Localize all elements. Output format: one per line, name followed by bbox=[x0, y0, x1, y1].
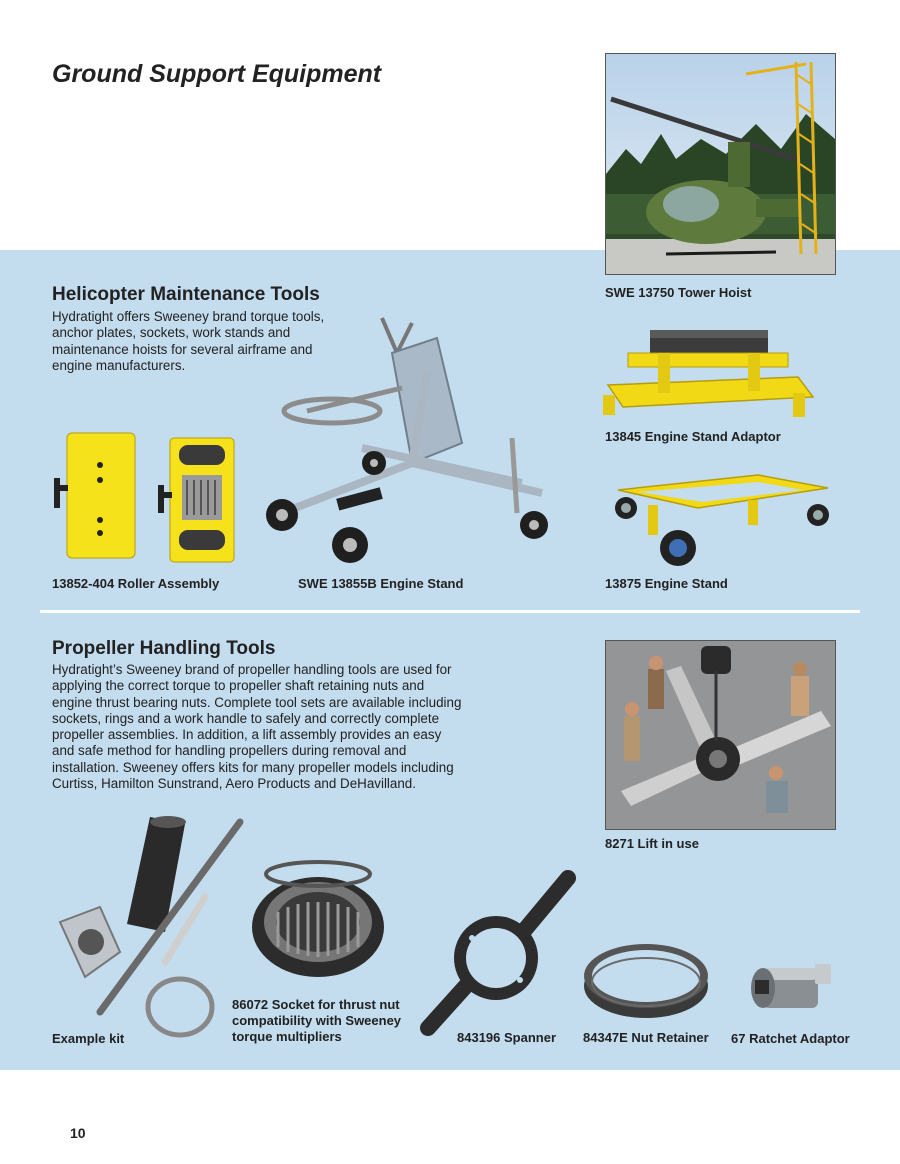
caption-ratchet-adaptor: 67 Ratchet Adaptor bbox=[731, 1031, 850, 1046]
tower-hoist-photo bbox=[605, 53, 836, 275]
caption-spanner: 843196 Spanner bbox=[457, 1030, 557, 1045]
nut-retainer-image bbox=[582, 936, 710, 1022]
caption-socket: 86072 Socket for thrust nut compatibility with Sweeney torque multipliers bbox=[232, 997, 402, 1044]
helicopter-body-text: Hydratight offers Sweeney brand torque tools, anchor plates, sockets, work stands and maintenance hoists for several airframe and engine manufacturers. bbox=[52, 309, 325, 373]
propeller-heading: Propeller Handling Tools bbox=[52, 638, 276, 659]
caption-engine-stand-13855b: SWE 13855B Engine Stand bbox=[298, 576, 464, 591]
socket-image bbox=[248, 852, 388, 982]
caption-roller-assembly: 13852-404 Roller Assembly bbox=[52, 576, 220, 591]
roller-assembly-image bbox=[52, 430, 237, 565]
caption-tower-hoist: SWE 13750 Tower Hoist bbox=[605, 285, 752, 300]
caption-nut-retainer: 84347E Nut Retainer bbox=[583, 1030, 709, 1045]
caption-example-kit: Example kit bbox=[52, 1031, 125, 1046]
caption-engine-stand: 13875 Engine Stand bbox=[605, 576, 728, 591]
section-divider bbox=[40, 610, 860, 613]
caption-lift-in-use: 8271 Lift in use bbox=[605, 836, 699, 851]
example-kit-image bbox=[55, 812, 250, 1044]
helicopter-heading: Helicopter Maintenance Tools bbox=[52, 284, 320, 305]
engine-stand-13875-image bbox=[608, 460, 833, 570]
page-number: 10 bbox=[70, 1125, 86, 1141]
lift-in-use-photo bbox=[605, 640, 836, 830]
engine-stand-13855b-image bbox=[262, 313, 557, 571]
propeller-body-text: Hydratight’s Sweeney brand of propeller handling tools are used for applying the correct torque to propeller shaft retaining nuts and engine thrust bearing nuts. Complete tool sets are available including sockets, rings and a work handle to safely and correctly complete propeller assemblies. In addition, a lift assembly provides an easy and safe method for handling propellers during removal and installation. Sweeney offers kits for many propeller models including Curtiss, Hamilton Sunstrand, Aero Products and DeHavilland. bbox=[52, 662, 462, 792]
spanner-image bbox=[418, 868, 578, 1038]
ratchet-adaptor-image bbox=[745, 956, 835, 1022]
engine-stand-adaptor-image bbox=[598, 325, 823, 425]
page-title: Ground Support Equipment bbox=[52, 60, 382, 88]
caption-engine-stand-adaptor: 13845 Engine Stand Adaptor bbox=[605, 429, 781, 444]
